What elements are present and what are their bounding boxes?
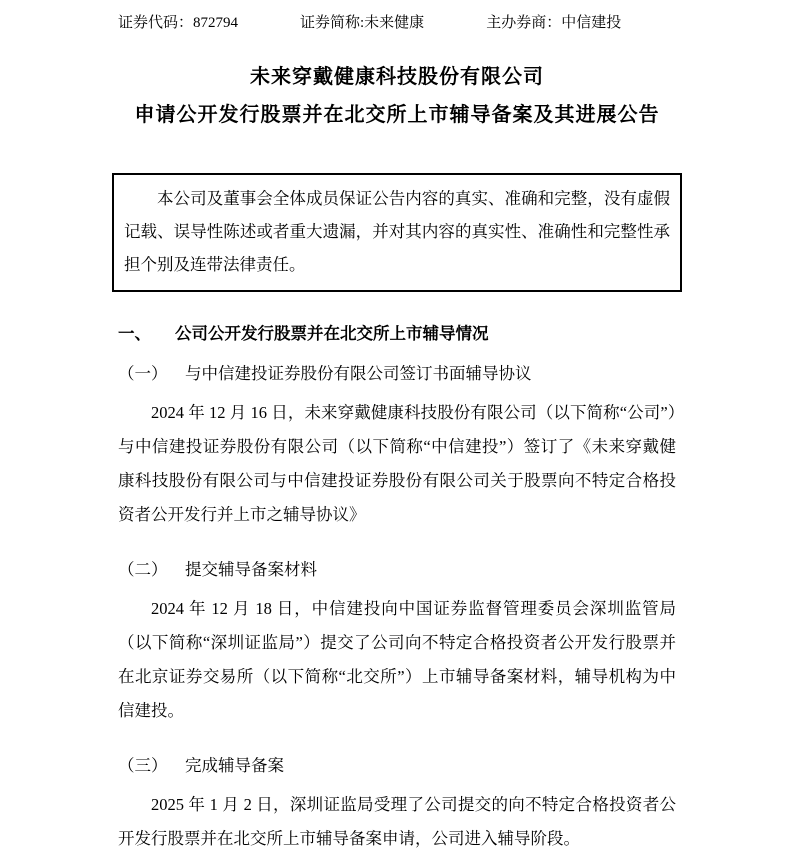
subsection-2-number: （二）: [118, 560, 168, 579]
subsection-2-title: 提交辅导备案材料: [185, 560, 317, 579]
subsection-3-number: （三）: [118, 756, 168, 775]
subsection-3-heading: [118, 754, 676, 778]
disclaimer-text: 本公司及董事会全体成员保证公告内容的真实、准确和完整，没有虚假记载、误导性陈述或者重大遗漏，并对其内容的真实性、准确性和完整性承担个别及连带法律责任。: [124, 189, 670, 274]
subsection-2-paragraph: 2024 年 12 月 18 日，中信建投向中国证券监督管理委员会深圳监管局（以下简称“深圳证监局”）提交了公司向不特定合格投资者公开发行股票并在北京证券交易所（以下简称“北交所”）上市辅导备案材料，辅导机构为中信建投。: [118, 599, 676, 720]
subsection-2-heading: [118, 558, 676, 582]
company-name-title: 未来穿戴健康科技股份有限公司: [250, 66, 544, 88]
subsection-3-title: 完成辅导备案: [185, 756, 284, 775]
lead-broker: 主办券商：中信建投: [486, 15, 622, 31]
subsection-1-heading: [118, 362, 676, 386]
subsection-3-paragraph: 2025 年 1 月 2 日，深圳证监局受理了公司提交的向不特定合格投资者公开发行股票并在北交所上市辅导备案申请，公司进入辅导阶段。: [118, 795, 676, 848]
securities-header: [118, 14, 676, 32]
subsection-1-paragraph: 2024 年 12 月 16 日，未来穿戴健康科技股份有限公司（以下简称“公司”）与中信建投证券股份有限公司（以下简称“中信建投”）签订了《未来穿戴健康科技股份有限公司与中信建投证券股份有限公司关于股票向不特定合格投资者公开发行并上市之辅导协议》: [118, 403, 676, 524]
subsection-1-title: 与中信建投证券股份有限公司签订书面辅导协议: [185, 364, 532, 383]
section-1-heading: [118, 322, 676, 346]
stock-code: 证券代码：872794: [118, 15, 239, 31]
section-1-number: 一、: [118, 325, 151, 343]
announcement-title: 申请公开发行股票并在北交所上市辅导备案及其进展公告: [134, 104, 660, 126]
subsection-1-number: （一）: [118, 364, 168, 383]
stock-short-name: 证券简称:未来健康: [300, 15, 425, 31]
disclaimer-box: [112, 173, 682, 292]
section-1-title: 公司公开发行股票并在北交所上市辅导情况: [175, 325, 489, 343]
